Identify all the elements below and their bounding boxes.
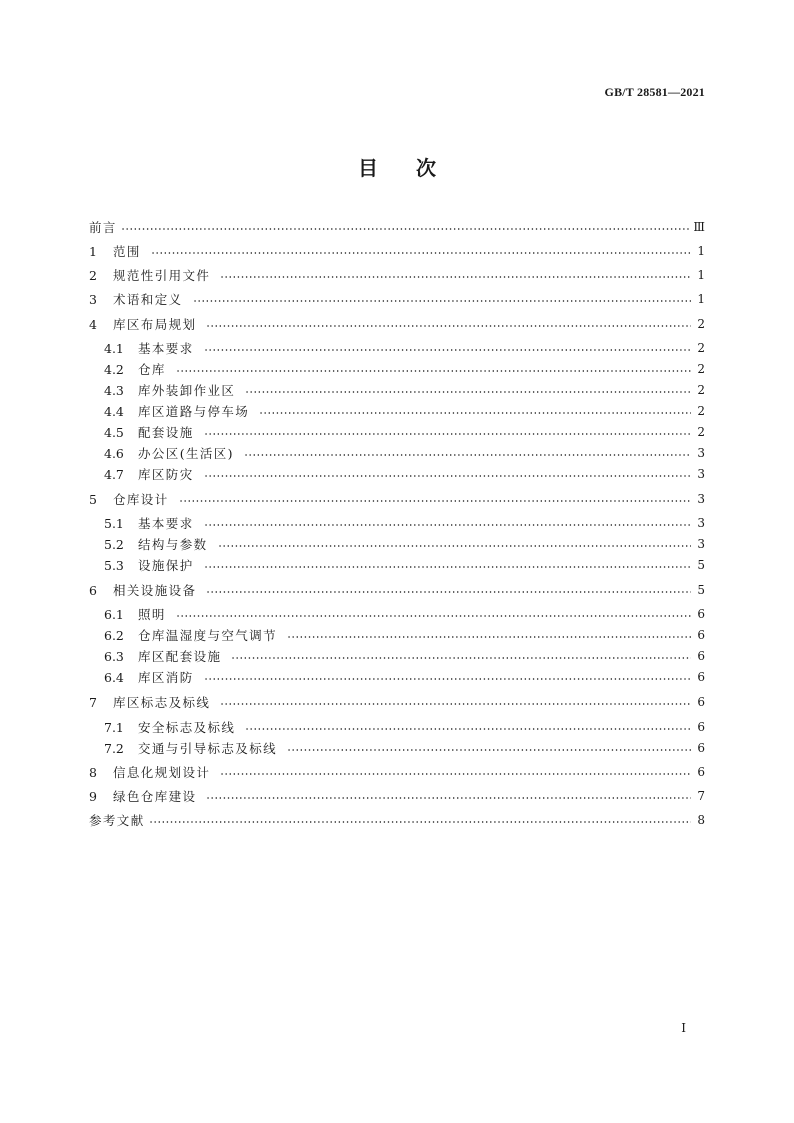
toc-entry-6-1[interactable]	[89, 604, 705, 624]
toc-entry-5-2[interactable]	[89, 534, 705, 554]
toc-entry-4-1[interactable]	[89, 338, 705, 358]
toc-leader-dots	[245, 391, 691, 393]
toc-entry-1[interactable]	[89, 241, 705, 261]
toc-leader-dots	[287, 636, 691, 638]
toc-leader-dots	[220, 773, 691, 775]
toc-entry-title: 库区配套设施	[138, 649, 222, 664]
toc-entry-page: 3	[697, 537, 705, 551]
toc-entry-page: 2	[697, 317, 705, 331]
toc-entry-number: 6	[89, 582, 97, 598]
toc-entry-4-3[interactable]	[89, 380, 705, 400]
toc-entry-title: 库区布局规划	[113, 317, 197, 332]
toc-leader-dots	[204, 678, 691, 680]
toc-entry-number: 8	[89, 764, 97, 780]
toc-entry-page: 8	[697, 813, 705, 827]
title-char-1: 目	[358, 156, 378, 180]
toc-entry-5-1[interactable]	[89, 513, 705, 533]
toc-entry-page: 5	[697, 583, 705, 597]
toc-leader-dots	[259, 412, 691, 414]
standard-code: GB/T 28581—2021	[604, 85, 705, 99]
toc-entry-page: 6	[697, 607, 705, 621]
toc-entry-page: 2	[697, 341, 705, 355]
toc-entry-page: 3	[697, 516, 705, 530]
toc-entry-title: 设施保护	[138, 558, 194, 573]
toc-entry-4-7[interactable]	[89, 464, 705, 484]
toc-entry-page: 3	[697, 492, 705, 506]
toc-entry-title: 前言	[89, 220, 117, 235]
toc-entry-4-4[interactable]	[89, 401, 705, 421]
toc-entry-number: 4.2	[104, 361, 124, 377]
toc-entry-title: 规范性引用文件	[113, 268, 211, 283]
toc-entry-references[interactable]	[89, 810, 705, 830]
toc-entry-title: 基本要求	[138, 516, 194, 531]
toc-leader-dots	[287, 749, 691, 751]
toc-entry-number: 7	[89, 694, 97, 710]
toc-entry-page: 6	[697, 765, 705, 779]
toc-entry-4[interactable]	[89, 314, 705, 334]
title-char-2: 次	[416, 156, 436, 180]
toc-entry-page: 1	[697, 292, 705, 306]
toc-leader-dots	[206, 591, 691, 593]
toc-entry-number: 4.4	[104, 403, 124, 419]
toc-entry-number: 6.2	[104, 627, 124, 643]
toc-entry-5-3[interactable]	[89, 555, 705, 575]
toc-leader-dots	[204, 475, 691, 477]
toc-entry-title: 绿色仓库建设	[113, 789, 197, 804]
toc-entry-number: 7.2	[104, 740, 124, 756]
toc-leader-dots	[179, 500, 691, 502]
toc-entry-6-2[interactable]	[89, 625, 705, 645]
toc-entry-title: 术语和定义	[113, 292, 183, 307]
toc-entry-number: 4	[89, 316, 97, 332]
toc-leader-dots	[244, 454, 691, 456]
toc-leader-dots	[176, 370, 691, 372]
toc-entry-page: 3	[697, 467, 705, 481]
toc-entry-3[interactable]	[89, 289, 705, 309]
toc-entry-title: 库区防灾	[138, 467, 194, 482]
toc-entry-9[interactable]	[89, 786, 705, 806]
toc-entry-2[interactable]	[89, 265, 705, 285]
toc-entry-title: 照明	[138, 607, 166, 622]
toc-entry-5[interactable]	[89, 489, 705, 509]
toc-entry-page: 3	[697, 446, 705, 460]
toc-entry-page: 7	[697, 789, 705, 803]
toc-entry-title: 基本要求	[138, 341, 194, 356]
toc-entry-title: 结构与参数	[138, 537, 208, 552]
toc-leader-dots	[245, 728, 691, 730]
toc-leader-dots	[231, 657, 691, 659]
toc-entry-6[interactable]	[89, 580, 705, 600]
toc-entry-page: 1	[697, 268, 705, 282]
toc-entry-8[interactable]	[89, 762, 705, 782]
toc-entry-page: 6	[697, 741, 705, 755]
toc-leader-dots	[220, 703, 691, 705]
toc-entry-title: 参考文献	[89, 813, 145, 828]
toc-entry-number: 3	[89, 291, 97, 307]
toc-entry-number: 6.3	[104, 648, 124, 664]
toc-leader-dots	[204, 349, 691, 351]
toc-entry-number: 4.1	[104, 340, 124, 356]
toc-entry-number: 5	[89, 491, 97, 507]
toc-entry-title: 仓库设计	[113, 492, 169, 507]
toc-entry-number: 4.3	[104, 382, 124, 398]
toc-entry-number: 5.2	[104, 536, 124, 552]
toc-entry-title: 库外装卸作业区	[138, 383, 236, 398]
toc-leader-dots	[206, 325, 691, 327]
toc-entry-number: 4.5	[104, 424, 124, 440]
toc-entry-title: 库区消防	[138, 670, 194, 685]
toc-leader-dots	[206, 797, 691, 799]
toc-entry-title: 配套设施	[138, 425, 194, 440]
toc-leader-dots	[176, 615, 691, 617]
toc-leader-dots	[121, 228, 690, 230]
toc-entry-number: 6.1	[104, 606, 124, 622]
toc-entry-page: 6	[697, 649, 705, 663]
toc-entry-number: 2	[89, 267, 97, 283]
toc-leader-dots	[204, 433, 691, 435]
toc-entry-title: 库区道路与停车场	[138, 404, 250, 419]
toc-entry-title: 库区标志及标线	[113, 695, 211, 710]
toc-entry-page: 5	[697, 558, 705, 572]
toc-entry-7-1[interactable]	[89, 717, 705, 737]
toc-entry-page: 1	[697, 244, 705, 258]
toc-entry-page: 2	[697, 404, 705, 418]
toc-entry-4-6[interactable]	[89, 443, 705, 463]
page-number: I	[681, 1021, 686, 1035]
toc-entry-number: 9	[89, 788, 97, 804]
toc-entry-title: 办公区(生活区)	[138, 446, 234, 461]
toc-entry-4-5[interactable]	[89, 422, 705, 442]
toc-entry-title: 交通与引导标志及标线	[138, 741, 278, 756]
toc-leader-dots	[149, 821, 691, 823]
toc-leader-dots	[218, 545, 691, 547]
toc-entry-number: 4.7	[104, 466, 124, 482]
toc-entry-number: 5.1	[104, 515, 124, 531]
toc-entry-number: 5.3	[104, 557, 124, 573]
toc-entry-title: 范围	[113, 244, 141, 259]
toc-entry-7-2[interactable]	[89, 738, 705, 758]
toc-leader-dots	[204, 524, 691, 526]
toc-entry-6-3[interactable]	[89, 646, 705, 666]
toc-leader-dots	[220, 276, 691, 278]
toc-leader-dots	[193, 300, 691, 302]
toc-entry-title: 安全标志及标线	[138, 720, 236, 735]
toc-entry-number: 4.6	[104, 445, 124, 461]
toc-entry-page: 2	[697, 425, 705, 439]
toc-entry-page: 6	[697, 628, 705, 642]
toc-entry-title: 相关设施设备	[113, 583, 197, 598]
toc-entry-6-4[interactable]	[89, 667, 705, 687]
toc-entry-foreword[interactable]	[89, 217, 705, 237]
toc-entry-page: 6	[697, 670, 705, 684]
toc-entry-page: 6	[697, 695, 705, 709]
toc-leader-dots	[151, 252, 691, 254]
toc-entry-title: 仓库温湿度与空气调节	[138, 628, 278, 643]
toc-entry-4-2[interactable]	[89, 359, 705, 379]
toc-entry-title: 仓库	[138, 362, 166, 377]
toc-entry-page: 6	[697, 720, 705, 734]
toc-entry-number: 1	[89, 243, 97, 259]
toc-entry-page: Ⅲ	[693, 220, 705, 234]
toc-entry-number: 7.1	[104, 719, 124, 735]
toc-entry-page: 2	[697, 383, 705, 397]
toc-leader-dots	[204, 566, 691, 568]
toc-entry-7[interactable]	[89, 692, 705, 712]
toc-entry-title: 信息化规划设计	[113, 765, 211, 780]
page-title	[0, 152, 794, 181]
toc-entry-page: 2	[697, 362, 705, 376]
toc-entry-number: 6.4	[104, 669, 124, 685]
